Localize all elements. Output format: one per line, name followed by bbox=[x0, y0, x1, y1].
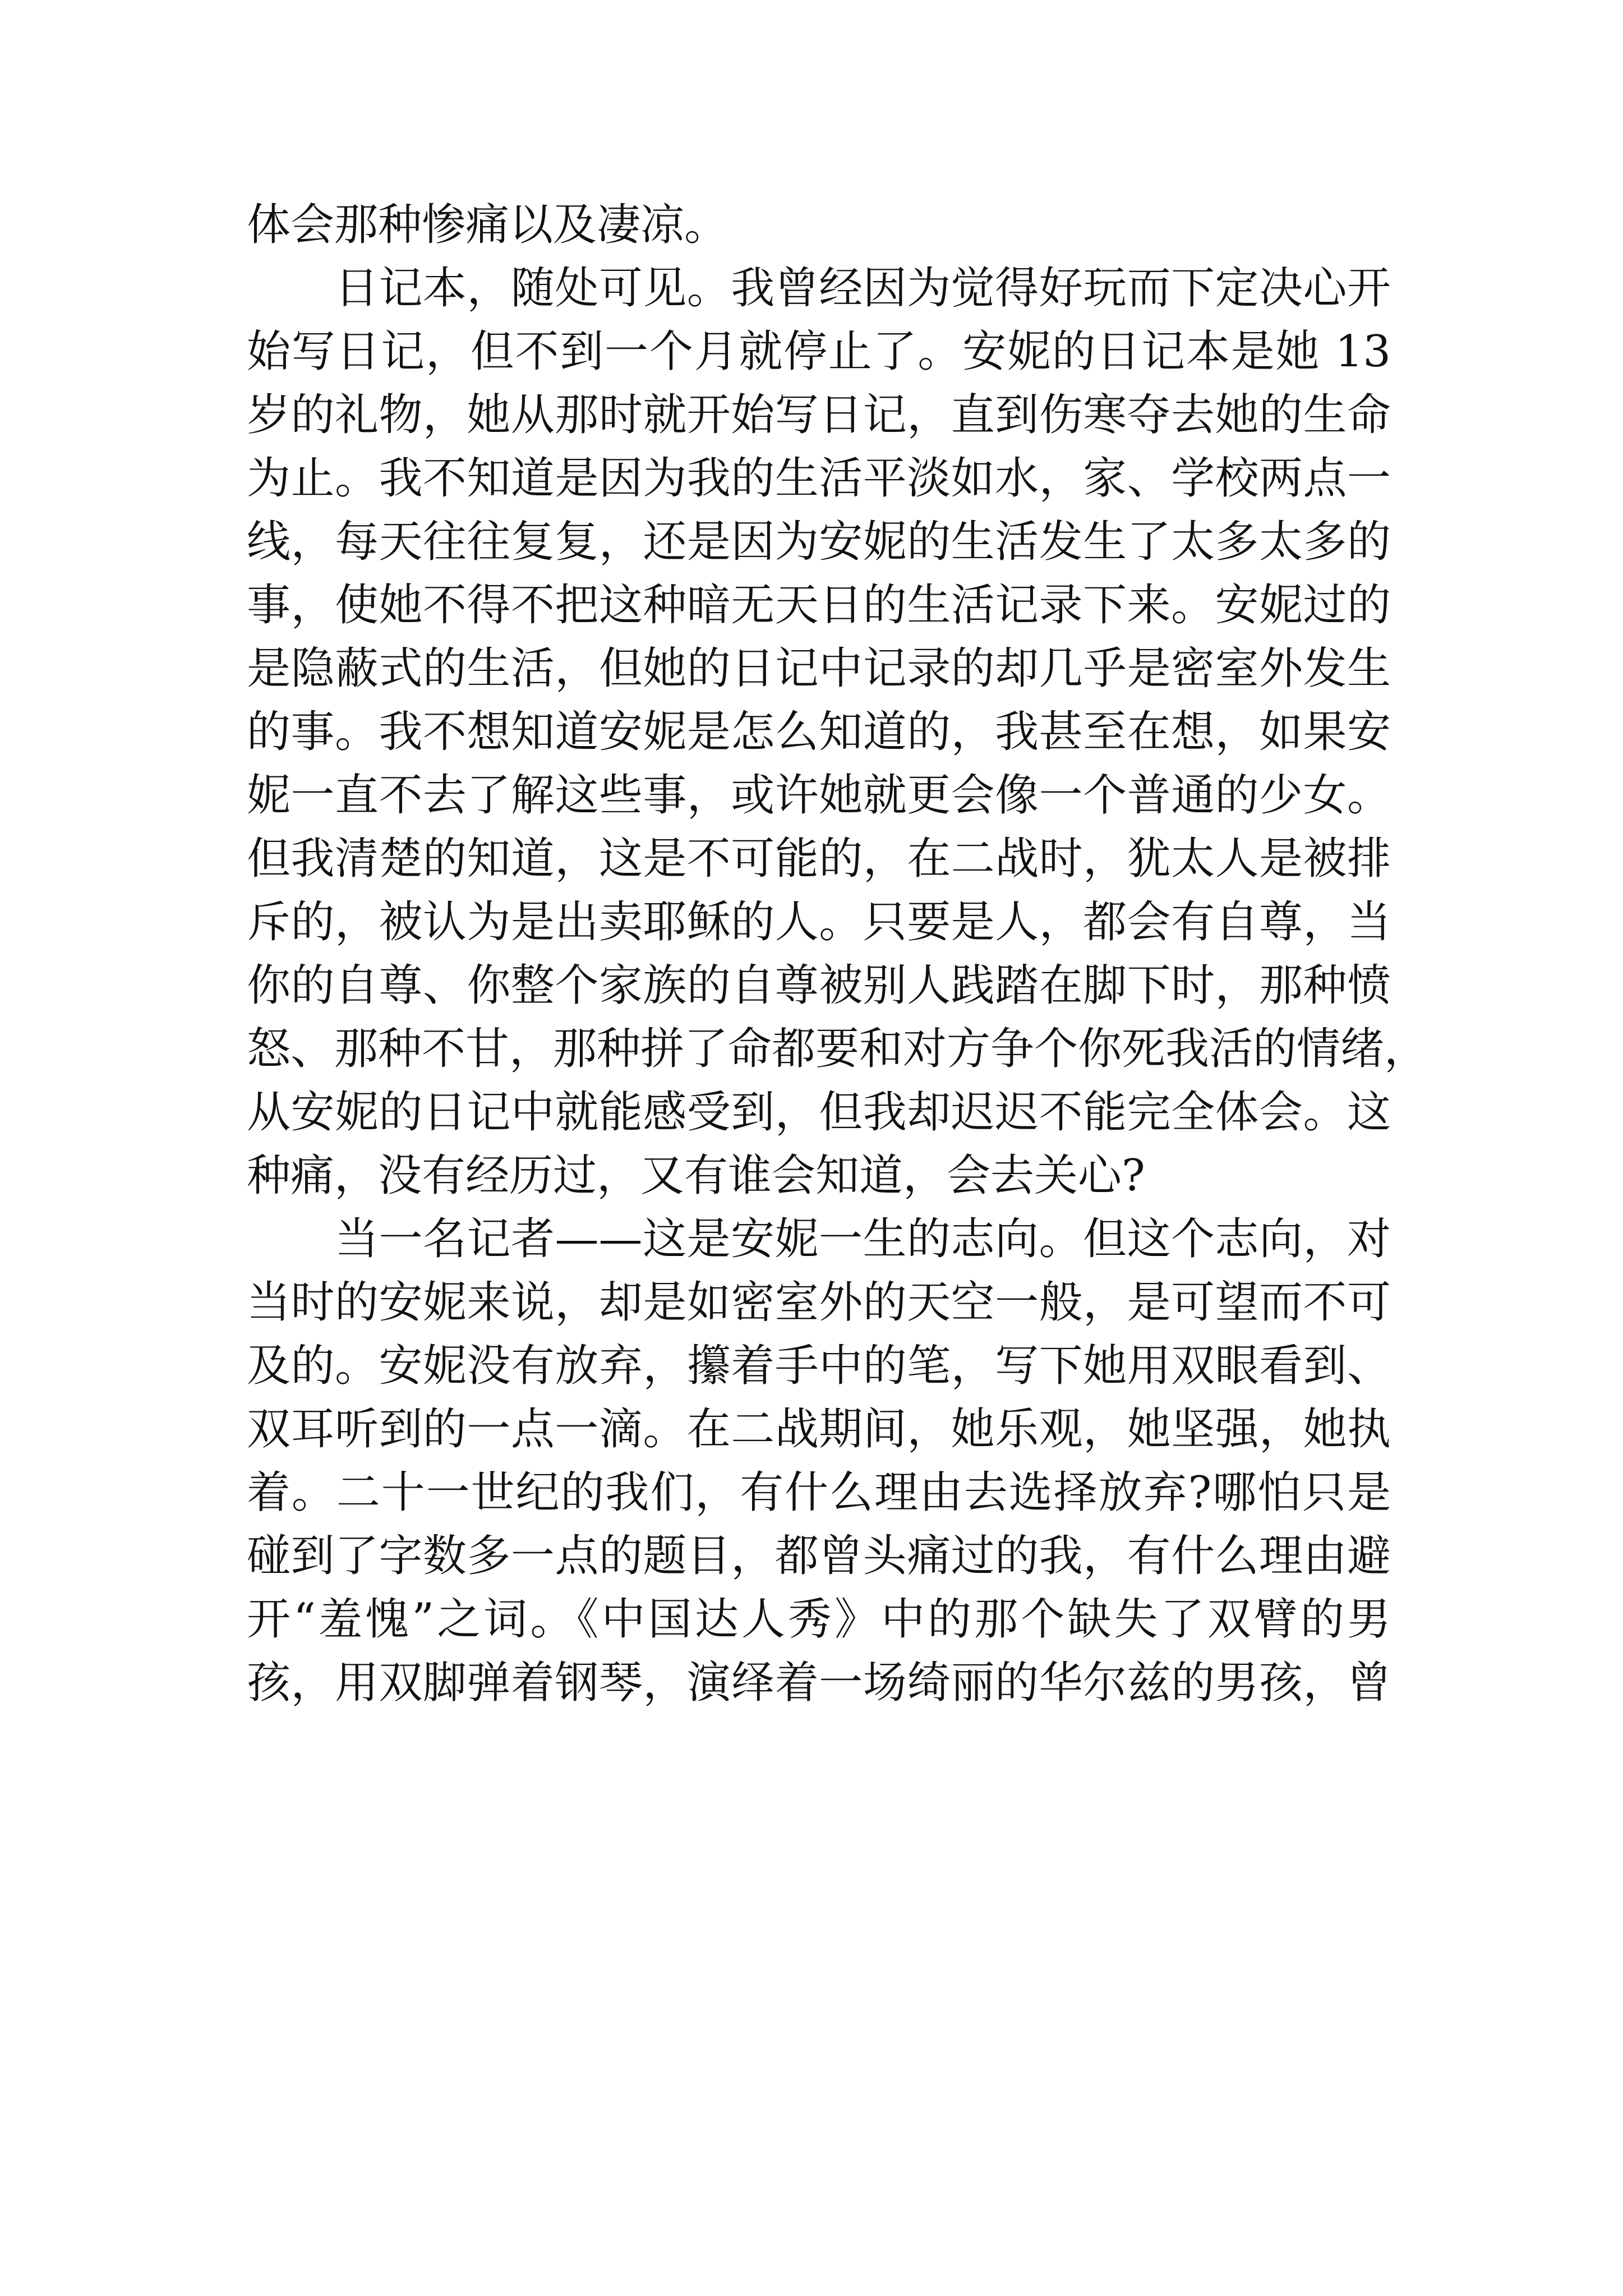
text-line: 及的。安妮没有放弃，攥着手中的笔，写下她用双眼看到、 bbox=[247, 1341, 1391, 1391]
text-line: 孩，用双脚弹着钢琴，演绎着一场绮丽的华尔兹的男孩，曾 bbox=[247, 1658, 1391, 1708]
text-line: 种痛，没有经历过，又有谁会知道，会去关心? bbox=[247, 1151, 1145, 1201]
essay-body bbox=[247, 194, 1428, 1715]
text-line: 的事。我不想知道安妮是怎么知道的，我甚至在想，如果安 bbox=[247, 707, 1391, 757]
text-line: 始写日记，但不到一个月就停止了。安妮的日记本是她 13 bbox=[247, 326, 1391, 377]
text-line: 你的自尊、你整个家族的自尊被别人践踏在脚下时，那种愤 bbox=[247, 960, 1391, 1011]
text-line: 为止。我不知道是因为我的生活平淡如水，家、学校两点一 bbox=[247, 453, 1391, 504]
text-line: 妮一直不去了解这些事，或许她就更会像一个普通的少女。 bbox=[247, 770, 1391, 821]
text-line: 岁的礼物，她从那时就开始写日记，直到伤寒夺去她的生命 bbox=[247, 390, 1391, 440]
text-line: 碰到了字数多一点的题目，都曾头痛过的我，有什么理由避 bbox=[247, 1531, 1391, 1581]
text-line: 但我清楚的知道，这是不可能的，在二战时，犹太人是被排 bbox=[247, 834, 1391, 884]
text-line: 体会那种惨痛以及凄凉。 bbox=[247, 200, 728, 250]
text-line: 从安妮的日记中就能感受到，但我却迟迟不能完全体会。这 bbox=[247, 1087, 1391, 1138]
text-line: 怒、那种不甘，那种拼了命都要和对方争个你死我活的情绪， bbox=[247, 1024, 1428, 1074]
text-line: 着。二十一世纪的我们，有什么理由去选择放弃?哪怕只是 bbox=[247, 1467, 1391, 1518]
text-line: 日记本，随处可见。我曾经因为觉得好玩而下定决心开 bbox=[247, 263, 1391, 314]
text-line: 事，使她不得不把这种暗无天日的生活记录下来。安妮过的 bbox=[247, 580, 1391, 631]
text-line: 开“羞愧”之词。《中国达人秀》中的那个缺失了双臂的男 bbox=[247, 1594, 1391, 1645]
text-line: 斥的，被认为是出卖耶稣的人。只要是人，都会有自尊，当 bbox=[247, 897, 1391, 947]
text-line: 是隐蔽式的生活，但她的日记中记录的却几乎是密室外发生 bbox=[247, 643, 1391, 694]
text-line: 当一名记者——这是安妮一生的志向。但这个志向，对 bbox=[247, 1214, 1391, 1264]
text-line: 双耳听到的一点一滴。在二战期间，她乐观，她坚强，她执 bbox=[247, 1404, 1391, 1455]
text-line: 线，每天往往复复，还是因为安妮的生活发生了太多太多的 bbox=[247, 517, 1391, 567]
text-line: 当时的安妮来说，却是如密室外的天空一般，是可望而不可 bbox=[247, 1277, 1391, 1328]
